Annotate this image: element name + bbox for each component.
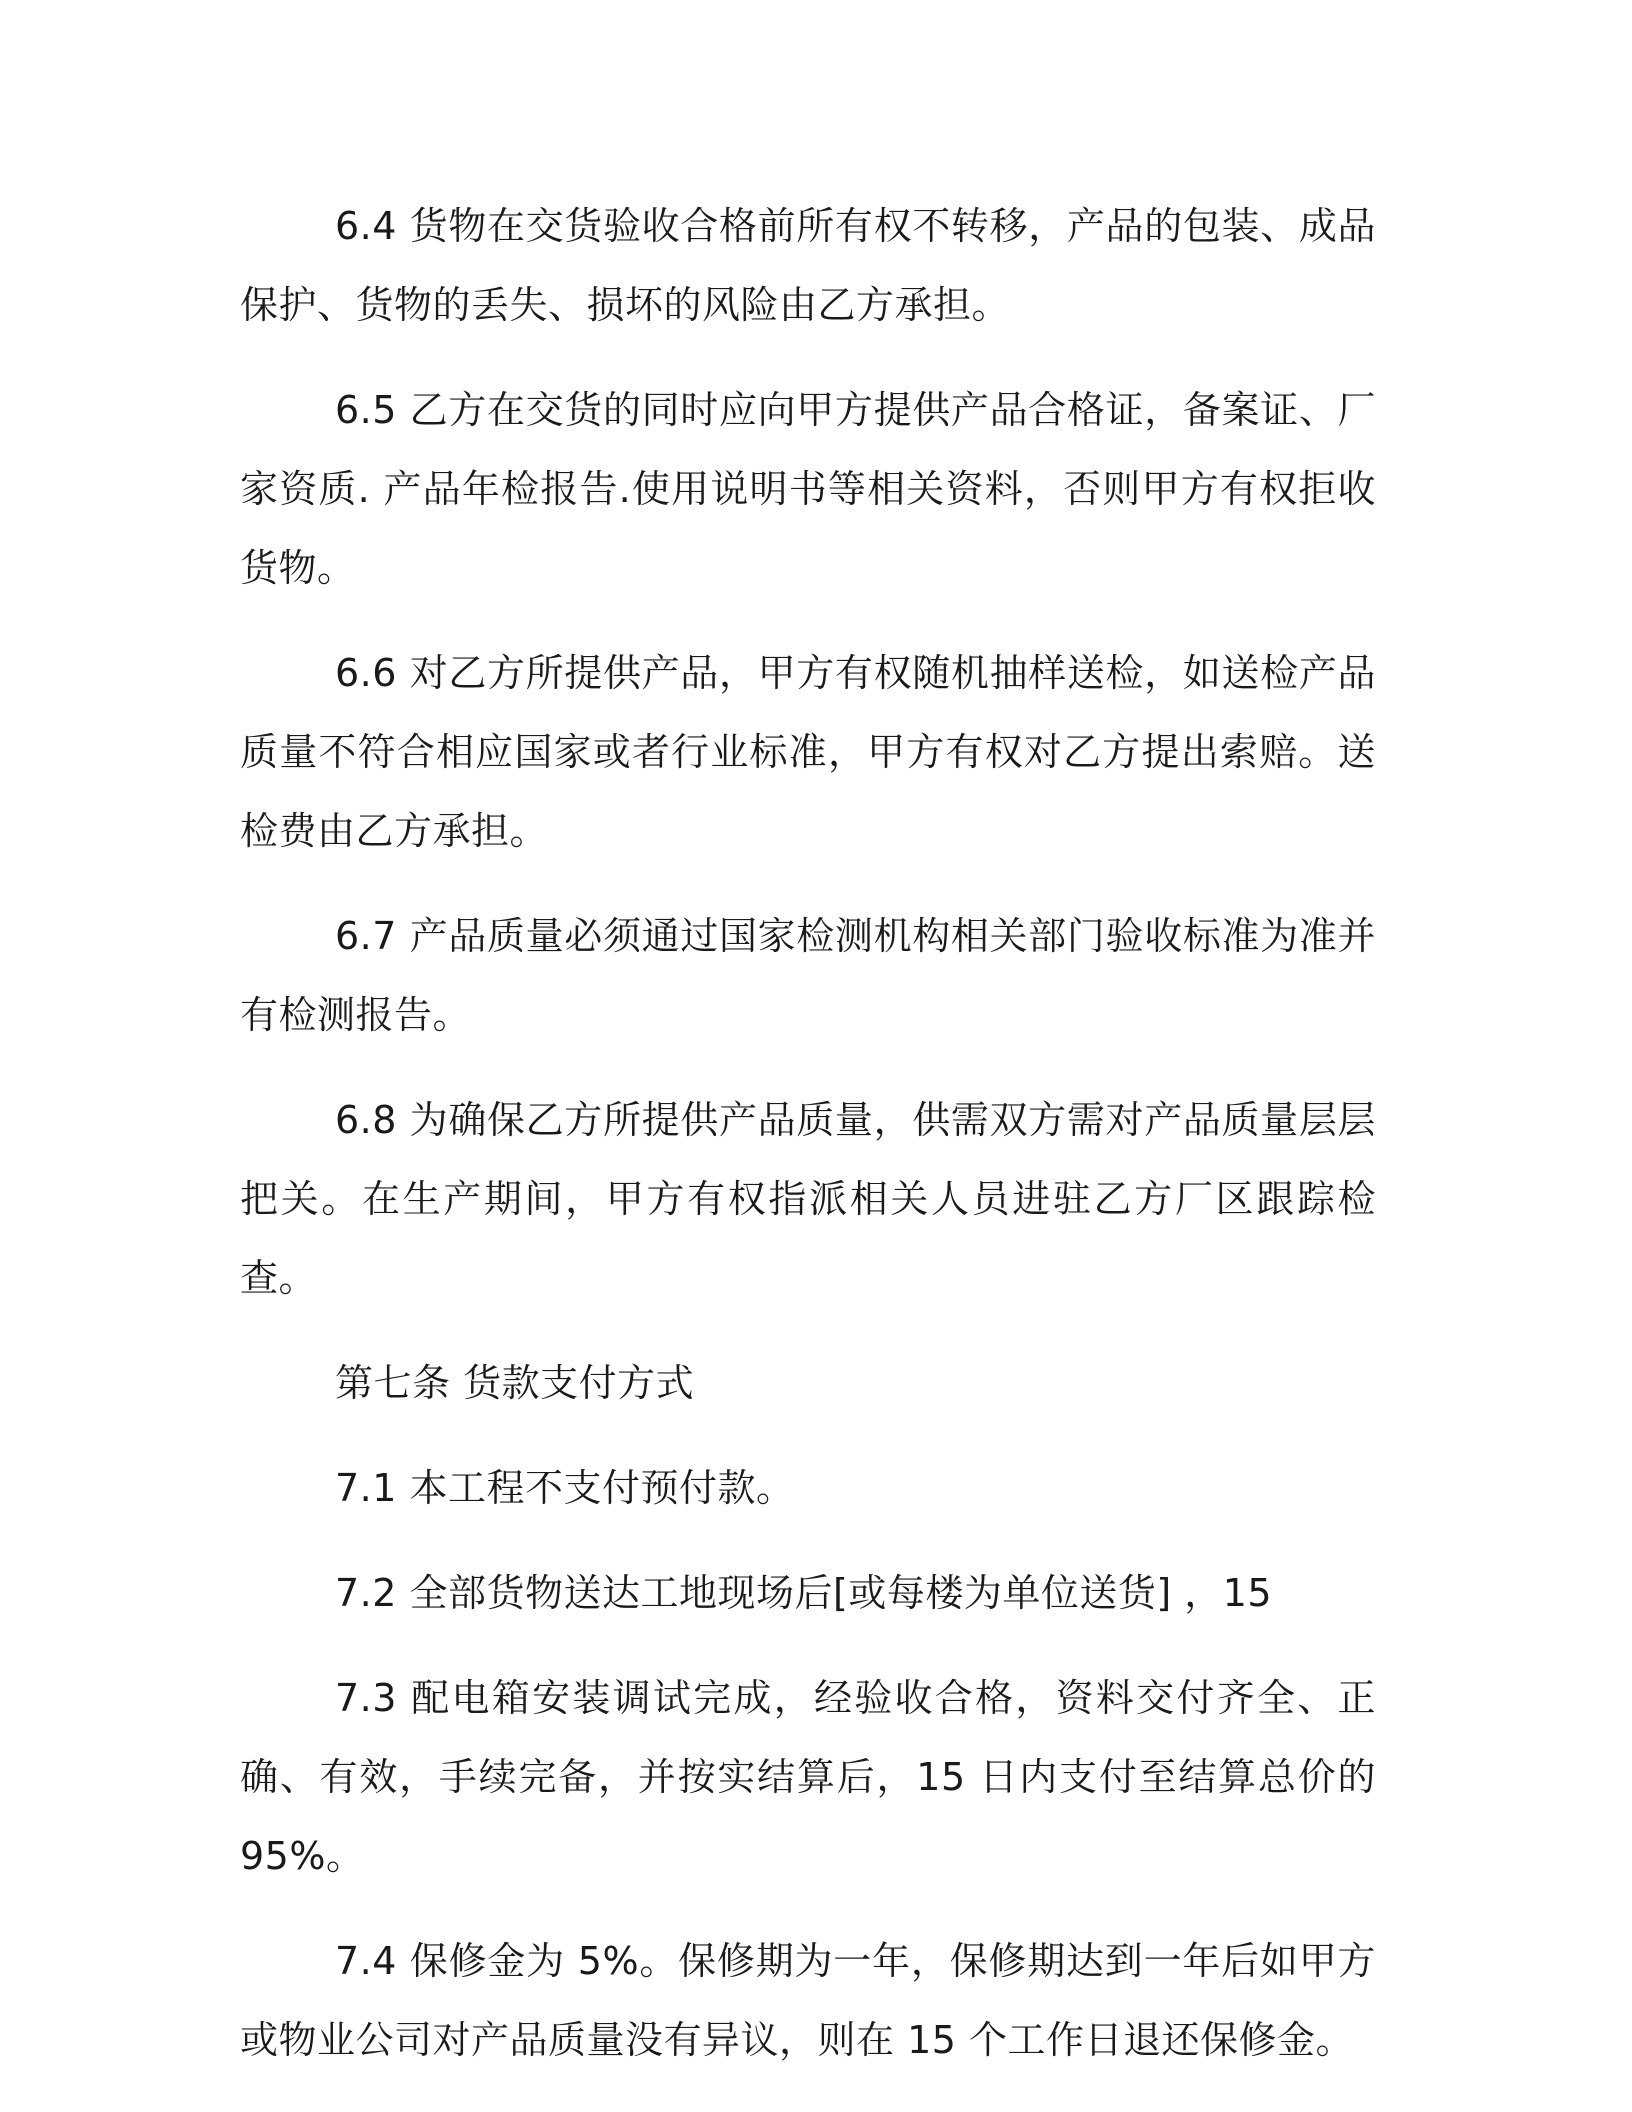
clause-7-2: 7.2 全部货物送达工地现场后[或每楼为单位送货] ，15 xyxy=(335,1571,1273,1615)
clause-6-5: 6.5 乙方在交货的同时应向甲方提供产品合格证，备案证、厂家资质. 产品年检报告.使用说明书等相关资料，否则甲方有权拒收货物。 xyxy=(240,388,1376,590)
clause-7-3: 7.3 配电箱安装调试完成，经验收合格，资料交付齐全、正确、有效，手续完备，并按实结算后，15 日内支付至结算总价的 95%。 xyxy=(240,1676,1376,1878)
clause-7-4: 7.4 保修金为 5%。保修期为一年，保修期达到一年后如甲方或物业公司对产品质量没有异议，则在 15 个工作日退还保修金。 xyxy=(240,1939,1376,2062)
clause-6-6: 6.6 对乙方所提供产品，甲方有权随机抽样送检，如送检产品质量不符合相应国家或者行业标准，甲方有权对乙方提出索赔。送检费由乙方承担。 xyxy=(240,651,1376,853)
document-body xyxy=(240,187,1376,2106)
clause-6-7: 6.7 产品质量必须通过国家检测机构相关部门验收标准为准并有检测报告。 xyxy=(240,914,1376,1037)
clause-6-8: 6.8 为确保乙方所提供产品质量，供需双方需对产品质量层层把关。在生产期间，甲方有权指派相关人员进驻乙方厂区跟踪检查。 xyxy=(240,1098,1376,1300)
clause-6-4: 6.4 货物在交货验收合格前所有权不转移，产品的包装、成品保护、货物的丢失、损坏的风险由乙方承担。 xyxy=(240,204,1376,327)
article-7-heading: 第七条 货款支付方式 xyxy=(335,1361,695,1405)
clause-7-1: 7.1 本工程不支付预付款。 xyxy=(335,1466,795,1510)
